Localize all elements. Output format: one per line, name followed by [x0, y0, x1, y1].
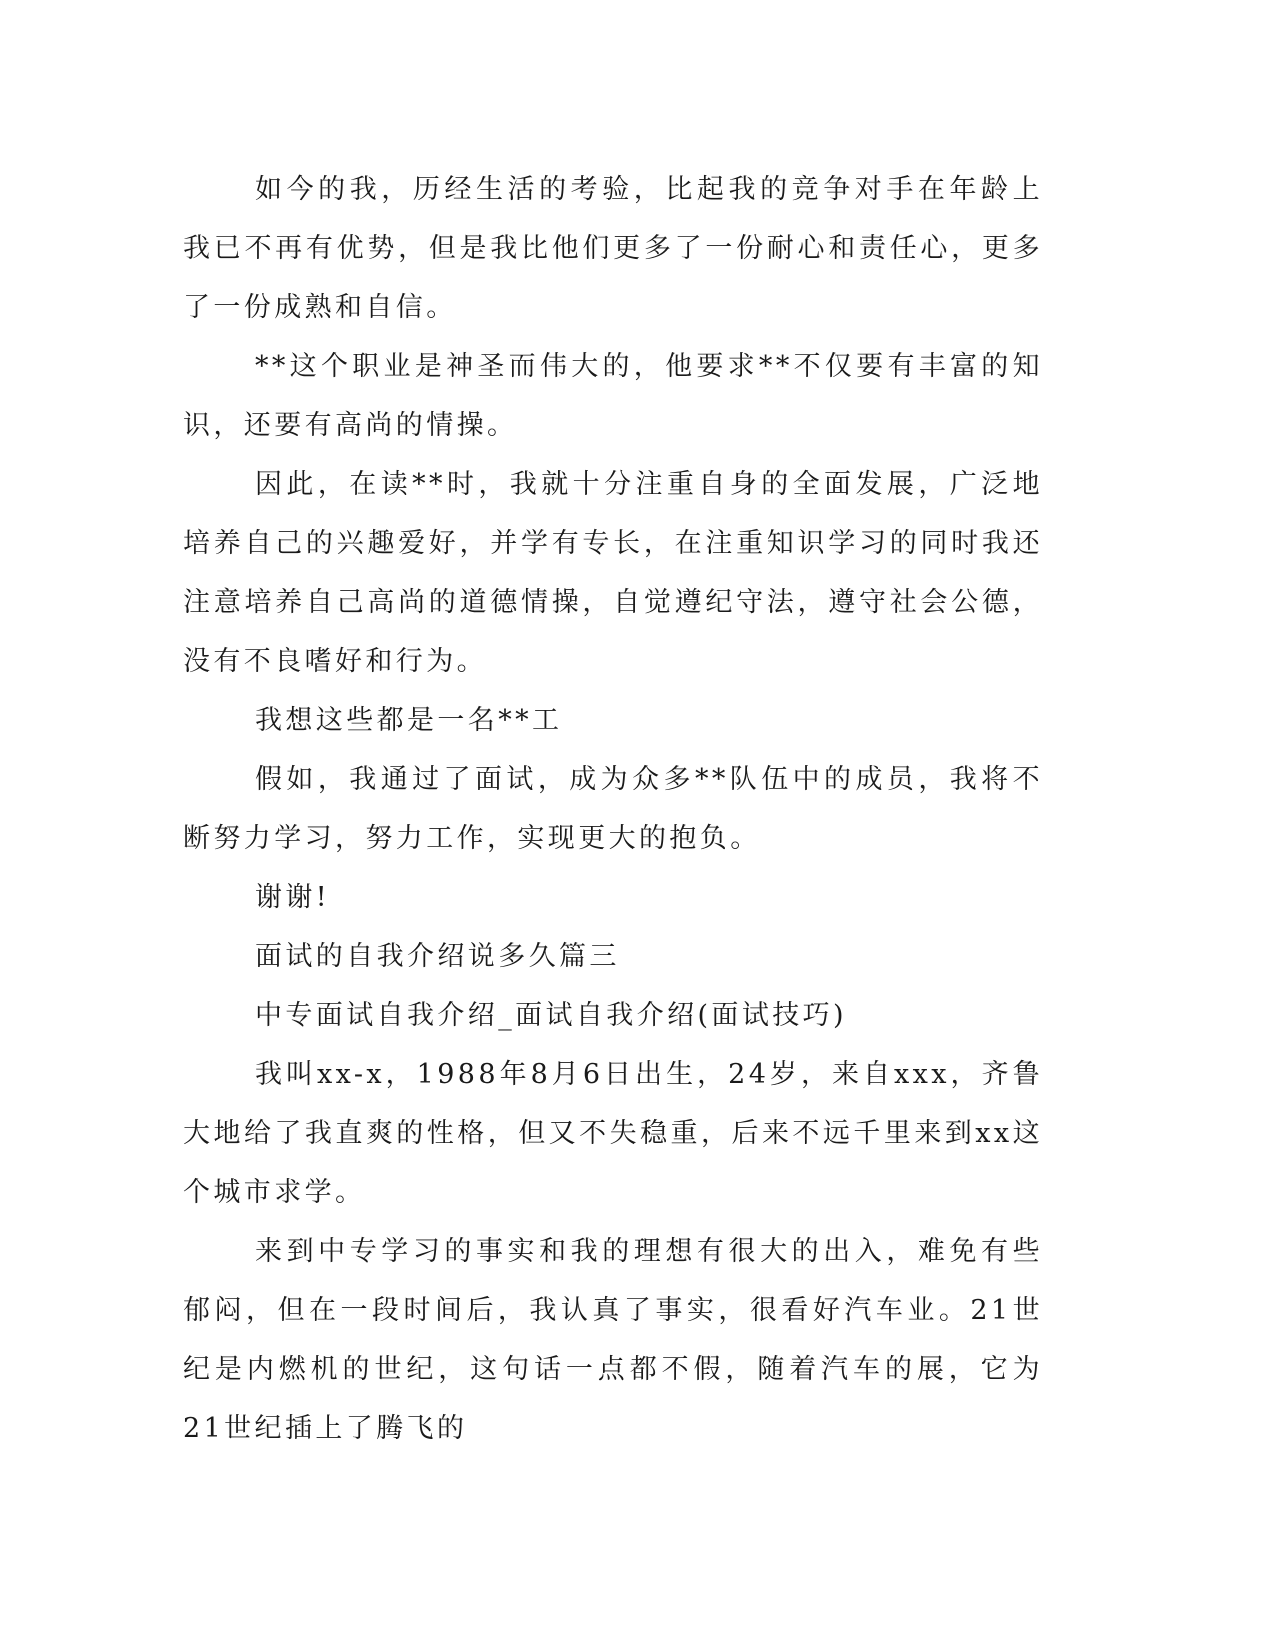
section-heading: 面试的自我介绍说多久篇三 — [255, 941, 620, 972]
article-title: 中专面试自我介绍_面试自我介绍(面试技巧) — [255, 1000, 847, 1031]
paragraph-1: 如今的我，历经生活的考验，比起我的竞争对手在年龄上我已不再有优势，但是我比他们更多了一份耐心和责任心，更多了一份成熟和自信。 — [183, 174, 1043, 323]
paragraph-10: 来到中专学习的事实和我的理想有很大的出入，难免有些郁闷，但在一段时间后，我认真了事实，很看好汽车业。21世纪是内燃机的世纪，这句话一点都不假，随着汽车的展，它为21世纪插上了腾飞的 — [183, 1236, 1043, 1444]
paragraph-2: **这个职业是神圣而伟大的，他要求**不仅要有丰富的知识，还要有高尚的情操。 — [183, 351, 1043, 441]
paragraph-6: 谢谢! — [255, 882, 331, 913]
paragraph-9: 我叫xx-x，1988年8月6日出生，24岁，来自xxx，齐鲁大地给了我直爽的性格，但又不失稳重，后来不远千里来到xx这个城市求学。 — [183, 1059, 1043, 1208]
paragraph-3: 因此，在读**时，我就十分注重自身的全面发展，广泛地培养自己的兴趣爱好，并学有专长，在注重知识学习的同时我还注意培养自己高尚的道德情操，自觉遵纪守法，遵守社会公德，没有不良嗜好和行为。 — [183, 469, 1043, 677]
paragraph-4: 我想这些都是一名**工 — [255, 705, 563, 736]
document-body — [183, 160, 1043, 1458]
paragraph-5: 假如，我通过了面试，成为众多**队伍中的成员，我将不断努力学习，努力工作，实现更大的抱负。 — [183, 764, 1043, 854]
